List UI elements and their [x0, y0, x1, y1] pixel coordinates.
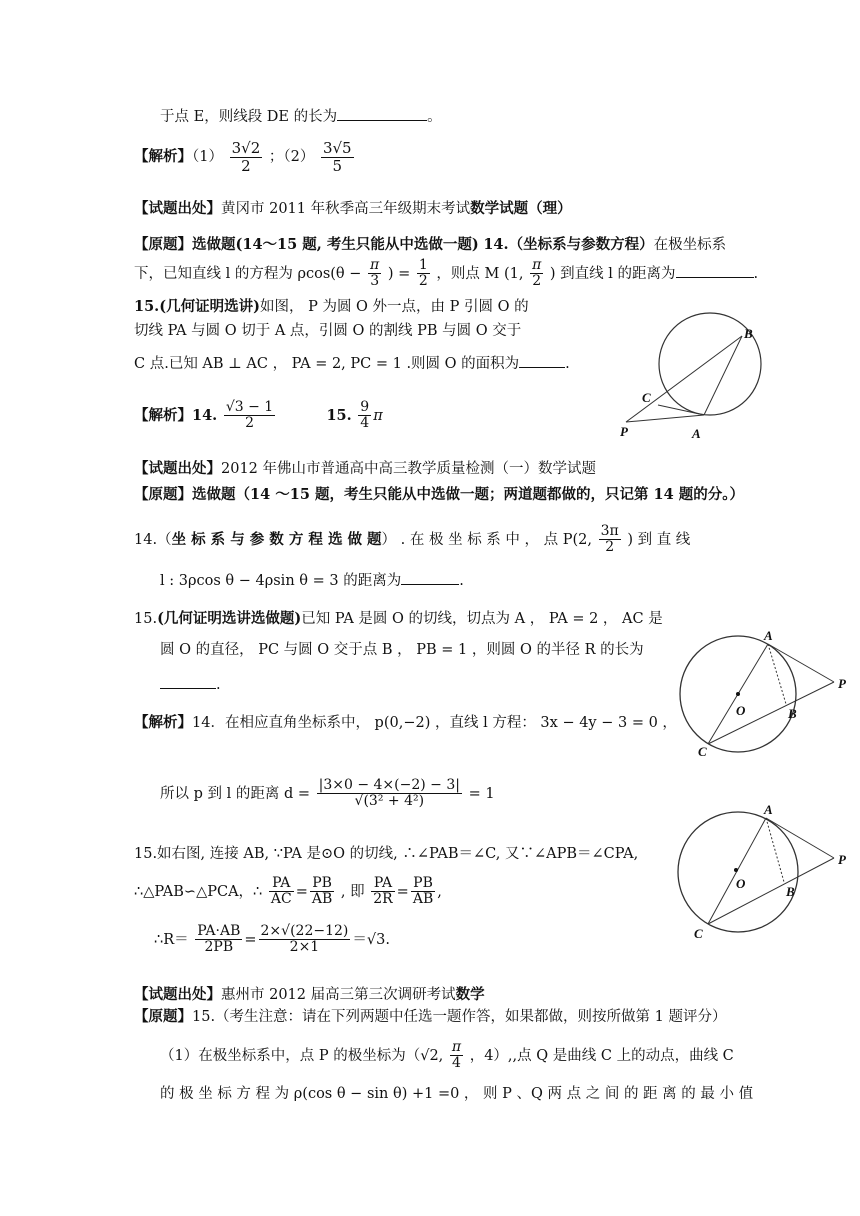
- segment-ab: [704, 336, 742, 415]
- solution-b3-line-1: 【解析】14．在相应直角坐标系中， p(0,−2) ，直线 l 方程： 3x − 4y − 3 = 0 ，: [134, 714, 677, 731]
- label-a: A: [764, 802, 773, 817]
- label-p: P: [838, 852, 846, 867]
- solution-line-1: 【解析】（1） $\frac{3√2}{2}$ ；（2） $\frac{3√5}{5}$: [134, 139, 352, 175]
- label-p: P: [620, 424, 628, 439]
- solution-line-2: 【解析】14. $\frac{√3 - 1}{2}$ 15. $\frac{9}{4}$ π: [134, 399, 383, 432]
- q15-b3-line-1: 15.(几何证明选讲选做题)已知 PA 是圆 O 的切线，切点为 A ， PA = 2 ， AC 是: [134, 610, 663, 627]
- q15-b3-line-2: 圆 O 的直径， PC 与圆 O 交于点 B ， PB = 1 ，则圆 O 的半径 R 的长为: [160, 642, 644, 658]
- source-line-3: 【试题出处】惠州市 2012 届高三第三次调研考试数学: [134, 986, 485, 1003]
- label-b: B: [744, 326, 753, 341]
- answer-blank: [676, 265, 754, 278]
- label-a: A: [692, 426, 701, 441]
- label-b: B: [786, 884, 795, 899]
- answer-blank: [160, 676, 216, 689]
- q15-b3-line-3: .: [160, 676, 221, 694]
- label-p: P: [838, 676, 846, 691]
- q15-b4-line-2: 的 极 坐 标 方 程 为 ρ(cos θ − sin θ) +1 =0 ， 则 P 、Q 两 点 之 间 的 距 离 的 最 小 值: [160, 1086, 754, 1102]
- circle-o: [678, 812, 798, 932]
- label-c: C: [642, 390, 651, 405]
- q15-line-1: 15.(几何证明选讲)如图， P 为圆 O 外一点，由 P 引圆 O 的: [134, 298, 529, 315]
- label-o: O: [736, 703, 746, 718]
- source-line-2: 【试题出处】2012 年佛山市普通高中高三教学质量检测（一）数学试题: [134, 460, 597, 477]
- q15-line-3: C 点.已知 AB ⊥ AC ， PA = 2, PC = 1 .则圆 O 的面积为 .: [134, 356, 570, 372]
- center-o: [736, 692, 740, 696]
- geometry-figure-3: [670, 800, 855, 945]
- label-a: A: [764, 628, 773, 643]
- original-question-2: 【原题】选做题(14～15 题, 考生只能从中选做一题) 14.（坐标系与参数方程）在极坐标系: [134, 236, 727, 253]
- answer-blank: [519, 355, 565, 368]
- geometry-figure-2: [670, 622, 855, 762]
- tangent-pa: [766, 818, 834, 858]
- label-b: B: [788, 706, 797, 721]
- line-answer-blank-de: 于点 E，则线段 DE 的长为 。: [160, 109, 442, 125]
- q14-b3-line-1: 14.（坐 标 系 与 参 数 方 程 选 做 题） . 在 极 坐 标 系 中 ， 点 P(2, $\frac{3\pi}{2}$ ) 到 直 线: [134, 523, 691, 556]
- tangent-pa: [626, 415, 704, 422]
- label-c: C: [698, 744, 707, 759]
- label-c: C: [694, 926, 703, 941]
- q15-b4-line-1: （1）在极坐标系中，点 P 的极坐标为（√2, $\frac{\pi}{4}$ ，4）,,点 Q 是曲线 C 上的动点，曲线 C: [160, 1039, 734, 1072]
- q15-line-2: 切线 PA 与圆 O 切于 A 点，引圆 O 的割线 PB 与圆 O 交于: [134, 323, 522, 339]
- solution-b3-line-15a: 15.如右图, 连接 AB, ∵PA 是⊙O 的切线, ∴∠PAB＝∠C, 又∵∠APB＝∠CPA,: [134, 846, 639, 862]
- solution-b3-line-15c: ∴R＝ $\frac{PA\cdot AB}{2PB}$ = $\frac{2\times√(22-12)}{2\times 1}$ ＝√3.: [154, 923, 390, 956]
- original-question-4: 【原题】15.（考生注意：请在下列两题中任选一题作答，如果都做，则按所做第 1 题评分）: [134, 1008, 727, 1025]
- distance-formula-line: 所以 p 到 l 的距离 d = $\frac{|3\times 0 - 4\times(-2) - 3|}{\text{√(3² + 4²)}}$ = 1: [160, 777, 495, 810]
- original-question-3: 【原题】选做题（14 ～15 题，考生只能从中选做一题；两道题都做的，只记第 14 题的分。）: [134, 486, 744, 503]
- segment-ab: [766, 818, 784, 882]
- q14-line-2: 下，已知直线 l 的方程为 ρcos(θ − $\frac{\pi}{3}$ ) = $\frac{1}{2}$ ，则点 M (1, $\frac{\pi}{2}$ ) 到直线 l 的距离为 .: [134, 257, 759, 290]
- answer-blank: [401, 572, 459, 585]
- secant-pb: [626, 336, 742, 422]
- label-o: O: [736, 876, 746, 891]
- secant-pc: [708, 858, 834, 924]
- q14-b3-line-2: l : 3ρcos θ − 4ρsin θ = 3 的距离为 .: [160, 573, 464, 589]
- center-o: [734, 868, 738, 872]
- answer-blank: [337, 108, 427, 121]
- geometry-figure-1: [612, 302, 772, 442]
- source-line-1: 【试题出处】黄冈市 2011 年秋季高三年级期末考试数学试题（理）: [134, 200, 572, 217]
- solution-b3-line-15b: ∴△PAB∽△PCA，∴ $\frac{PA}{AC}$ = $\frac{PB}{AB}$ , 即 $\frac{PA}{2R}$ = $\frac{PB}{AB}$ ,: [134, 875, 442, 908]
